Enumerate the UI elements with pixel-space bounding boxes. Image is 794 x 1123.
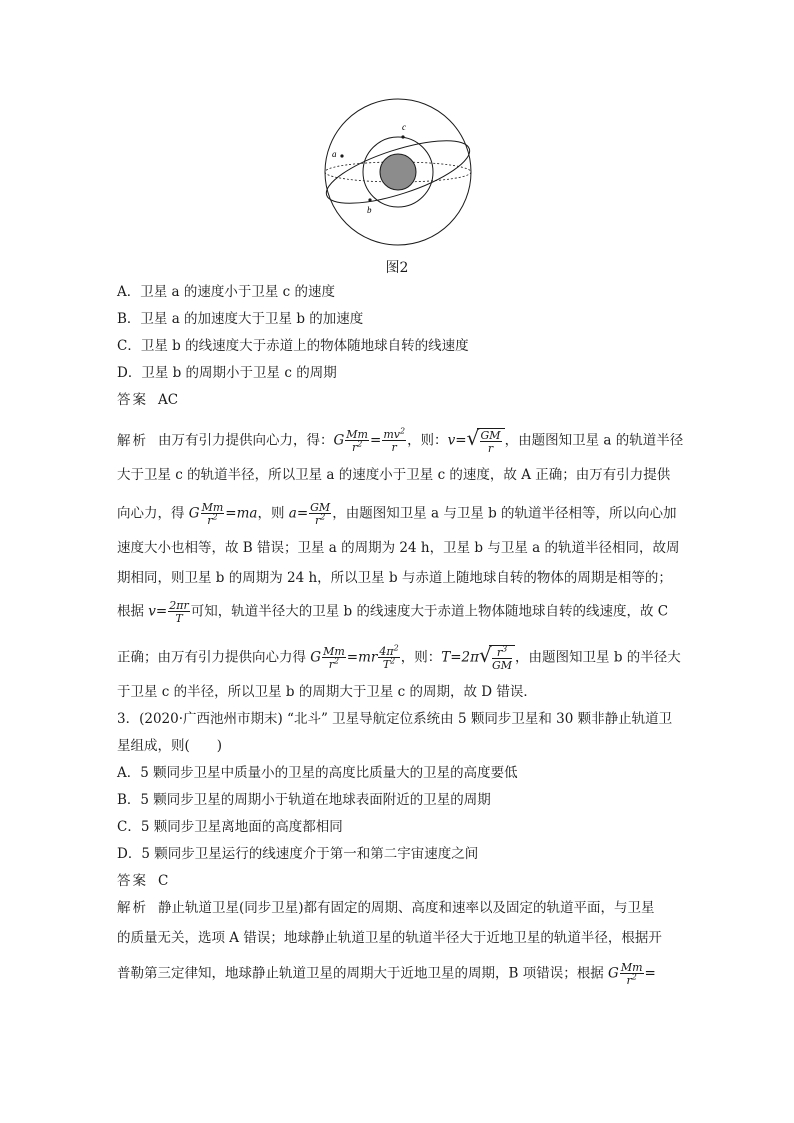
q3-stem-line-1: 3．(2020·广西池州市期末) “北斗” 卫星导航定位系统由 5 颗同步卫星和 30 颗非静止轨道卫: [117, 711, 673, 727]
q2-analysis-line-7: 正确；由万有引力提供向心力得 G $\frac{Mm}{r^2}$ =mr $\frac{4\pi^2}{T^2}$ ，则：T=2π √ $\frac{r^3}{GM}$ ，由题图知卫星 b 的半径大: [117, 643, 681, 672]
q3-option-a: A．5 颗同步卫星中质量小的卫星的高度比质量大的卫星的高度要低: [117, 765, 518, 781]
label-c: c: [402, 122, 406, 132]
q2-option-d: D．卫星 b 的周期小于卫星 c 的周期: [117, 365, 337, 381]
q2-option-a: A．卫星 a 的速度小于卫星 c 的速度: [117, 284, 336, 300]
satellite-b: [368, 198, 371, 201]
q3-option-d: D．5 颗同步卫星运行的线速度介于第一和第二宇宙速度之间: [117, 846, 479, 862]
q2-analysis-line-1: 解析 由万有引力提供向心力，得：G $\frac{Mm}{r^2}$ = $\frac{mv^2}{r}$ ，则：v= √ $\frac{GM}{r}$ ，由题图知卫星 a 的轨道半径: [117, 426, 684, 455]
q3-option-b: B．5 颗同步卫星的周期小于轨道在地球表面附近的卫星的周期: [117, 792, 491, 808]
q2-analysis-line-5: 期相同，则卫星 b 的周期为 24 h，所以卫星 b 与赤道上随地球自转的物体的周期是相等的；: [117, 570, 672, 586]
q2-option-b: B．卫星 a 的加速度大于卫星 b 的加速度: [117, 311, 364, 327]
satellite-c: [401, 135, 404, 138]
q2-option-c: C．卫星 b 的线速度大于赤道上的物体随地球自转的线速度: [117, 338, 469, 354]
q2-analysis-line-4: 速度大小也相等，故 B 错误；卫星 a 的周期为 24 h，卫星 b 与卫星 a 的轨道半径相同，故周: [117, 540, 680, 556]
q2-analysis-line-3: 向心力，得 G $\frac{Mm}{r^2}$ =ma，则 a= $\frac{GM}{r^2}$ ，由题图知卫星 a 与卫星 b 的轨道半径相等，所以向心加: [117, 501, 677, 527]
earth: [380, 154, 416, 190]
q2-analysis-line-8: 于卫星 c 的半径，所以卫星 b 的周期大于卫星 c 的周期，故 D 错误．: [117, 684, 537, 700]
q3-answer: 答案 C: [117, 873, 169, 889]
satellite-a: [340, 154, 343, 157]
label-b: b: [367, 205, 372, 215]
q3-analysis-line-1: 解析 静止轨道卫星(同步卫星)都有固定的周期、高度和速率以及固定的轨道平面，与卫星: [117, 900, 655, 916]
q2-analysis-line-6: 根据 v= $\frac{2\pi r}{T}$ 可知，轨道半径大的卫星 b 的线速度大于赤道上物体随地球自转的线速度，故 C: [117, 599, 669, 625]
q3-stem-line-2: 星组成，则( ): [117, 738, 223, 754]
q3-analysis-line-2: 的质量无关，选项 A 错误；地球静止轨道卫星的轨道半径大于近地卫星的轨道半径，根据开: [117, 930, 662, 946]
figure-caption: 图2: [385, 260, 409, 276]
orbit-diagram: [320, 96, 476, 248]
label-a: a: [332, 149, 337, 159]
q2-answer: 答案 AC: [117, 392, 179, 408]
q3-analysis-line-3: 普勒第三定律知，地球静止轨道卫星的周期大于近地卫星的周期，B 项错误；根据 G $\frac{Mm}{r^2}$ =: [117, 961, 656, 987]
q2-analysis-line-2: 大于卫星 c 的轨道半径，所以卫星 a 的速度小于卫星 c 的速度，故 A 正确；由万有引力提供: [117, 467, 671, 483]
q3-option-c: C．5 颗同步卫星离地面的高度都相同: [117, 819, 343, 835]
orbit-diagram-svg: [320, 96, 476, 248]
